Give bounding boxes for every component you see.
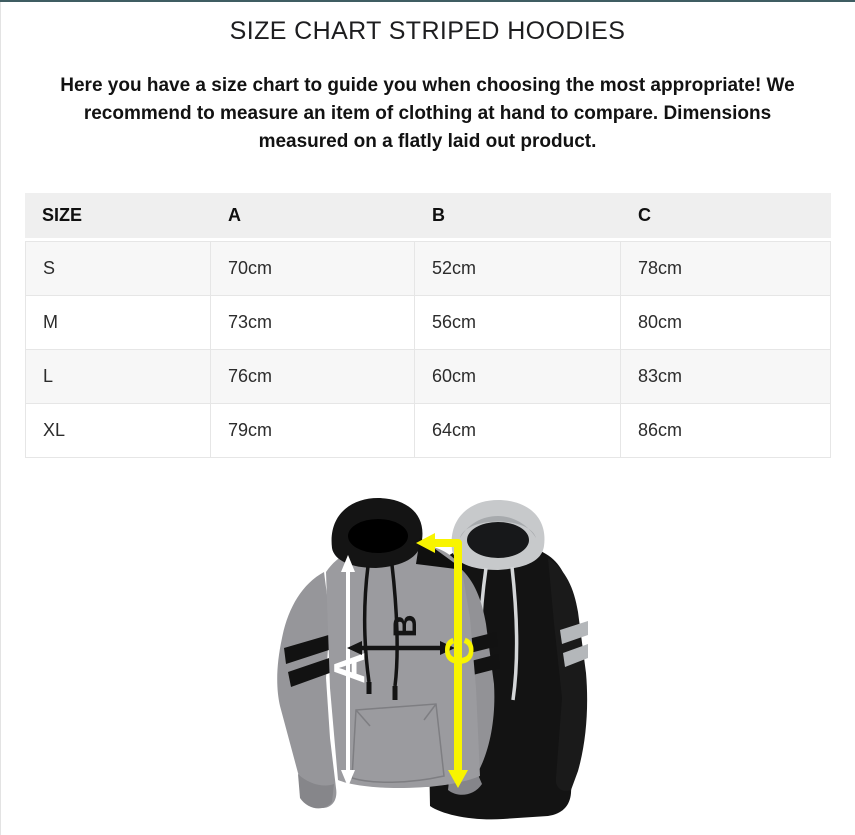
intro-line-2: recommend to measure an item of clothing at hand to compare. Dimensions [83,103,772,124]
cell-m-c: 80cm [621,296,831,350]
label-a: A [324,652,374,684]
intro-text [23,72,833,156]
table-row-m [25,296,831,350]
cell-l-a: 76cm [211,350,415,404]
label-c: C [437,636,482,666]
size-table-header-row [25,193,831,241]
cell-m-a: 73cm [211,296,415,350]
cell-l-c: 83cm [621,350,831,404]
black-hoodie-hood-opening [467,522,529,558]
table-row-s [25,241,831,296]
label-b: B [386,614,423,638]
column-header-size: SIZE [25,193,211,241]
cell-size-xl: XL [25,404,211,458]
column-header-c: C [621,193,831,241]
gray-hoodie-pocket [352,704,444,782]
table-row-l [25,350,831,404]
cell-s-c: 78cm [621,241,831,296]
intro-line-3: measured on a flatly laid out product. [258,131,597,152]
hoodie-measurement-diagram [268,488,588,828]
cell-xl-b: 64cm [415,404,621,458]
column-header-b: B [415,193,621,241]
cell-s-b: 52cm [415,241,621,296]
cell-size-l: L [25,350,211,404]
table-row-xl [25,404,831,458]
cell-xl-a: 79cm [211,404,415,458]
cell-s-a: 70cm [211,241,415,296]
cell-l-b: 60cm [415,350,621,404]
hoodie-diagram-svg [268,488,588,828]
cell-m-b: 56cm [415,296,621,350]
cell-size-m: M [25,296,211,350]
gray-hoodie-hood-opening [348,519,408,553]
page-left-border [0,2,1,835]
intro-line-1: Here you have a size chart to guide you when choosing the most appropriate! We [60,75,795,96]
size-table [25,193,831,458]
cell-size-s: S [25,241,211,296]
cell-xl-c: 86cm [621,404,831,458]
page-title: SIZE CHART STRIPED HOODIES [229,17,626,45]
column-header-a: A [211,193,415,241]
